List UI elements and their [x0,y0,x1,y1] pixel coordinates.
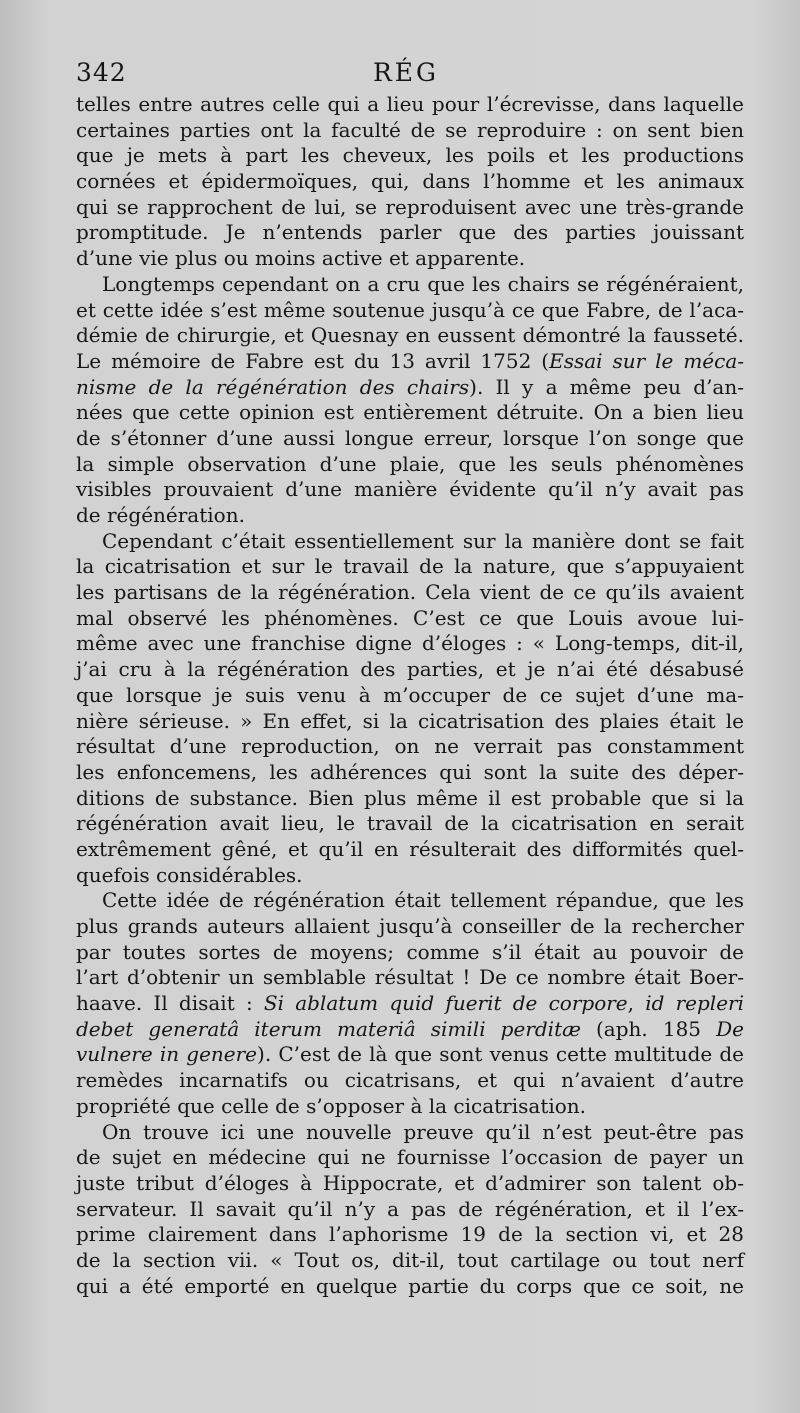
roman-text: ). Il y a même peu d’an- [469,374,744,399]
text-line [76,220,744,246]
italic-text: Essai sur le méca- [549,348,745,373]
text-line [76,863,744,889]
text-line [76,734,744,760]
italic-text: Si ablatum quid fuerit de corpore [263,991,628,1016]
roman-text: que lorsque je suis venu à m’occuper de ce sujet d’une ma- [76,682,744,707]
roman-text: mal observé les phénomènes. C’est ce que Louis avoue lui- [76,605,744,630]
roman-text: plus grands auteurs allaient jusqu’à conseiller de la rechercher [76,914,744,938]
text-line [76,143,744,169]
roman-text: telles entre autres celle qui a lieu pour l’écrevisse, dans laquelle [76,92,744,116]
text-line [76,503,744,529]
roman-text: On trouve ici une nouvelle preuve qu’il n’est peut-être pas [102,1119,744,1144]
roman-text: d’une vie plus ou moins active et apparente. [76,246,526,271]
roman-text: Le mémoire de Fabre est du 13 avril 1752 ( [76,348,550,373]
text-line [76,1120,744,1146]
text-line [76,837,744,863]
text-line [76,580,744,606]
page-header [76,58,736,92]
roman-text: propriété que celle de s’opposer à la cicatrisation. [76,1093,587,1118]
text-line [76,400,744,426]
text-line [76,991,744,1017]
text-line [76,940,744,966]
roman-text: visibles prouvaient d’une manière évidente qu’il n’y avait pas [76,477,744,502]
text-line [76,683,744,709]
text-line [76,426,744,452]
roman-text: j’ai cru à la régénération des parties, et je n’ai été désabusé [76,657,744,682]
roman-text: servateur. Il savait qu’il n’y a pas de régénération, et il l’ex- [76,1196,744,1221]
roman-text: la cicatrisation et sur le travail de la nature, que s’appuyaient [76,554,744,579]
text-line [76,298,744,324]
roman-text: promptitude. Je n’entends parler que des parties jouissant [76,220,744,245]
italic-text: vulnere in genere [76,1042,258,1067]
text-line [76,1094,744,1120]
italic-text: debet generatâ iterum materiâ simili perditæ [76,1016,581,1041]
roman-text: les partisans de la régénération. Cela vient de ce qu’ils avaient [76,580,744,605]
text-line [76,657,744,683]
roman-text: prime clairement dans l’aphorisme 19 de la section vi, et 28 [76,1222,744,1247]
text-line [76,118,744,144]
text-line [76,760,744,786]
roman-text: qui a été emporté en quelque partie du corps que ce soit, ne [76,1273,744,1298]
text-line [76,965,744,991]
roman-text: haave. Il disait : [76,991,264,1016]
roman-text: même avec une franchise digne d’éloges : « Long-temps, dit-il, [76,631,744,656]
roman-text: ). C’est de là que sont venus cette multitude de [257,1042,745,1067]
roman-text: de sujet en médecine qui ne fournisse l’occasion de payer un [76,1145,744,1170]
roman-text: nées que cette opinion est entièrement détruite. On a bien lieu [76,400,744,425]
text-line [76,1197,744,1223]
text-line [76,888,744,914]
text-line [76,1017,744,1043]
roman-text: extrêmement gêné, et qu’il en résulterait des difformités quel- [76,836,744,861]
text-line [76,1248,744,1274]
text-line [76,272,744,298]
roman-text: que je mets à part les cheveux, les poils et les productions [76,143,744,168]
roman-text: démie de chirurgie, et Quesnay en eussent démontré la fausseté. [76,323,744,348]
roman-text: cornées et épidermoïques, qui, dans l’homme et les animaux [76,169,744,194]
text-line [76,631,744,657]
text-line [76,1042,744,1068]
roman-text: la simple observation d’une plaie, que les seuls phénomènes [76,451,744,476]
text-line [76,246,744,272]
text-line [76,709,744,735]
roman-text: régénération avait lieu, le travail de la cicatrisation en serait [76,811,744,836]
roman-text: remèdes incarnatifs ou cicatrisans, et qui n’avaient d’autre [76,1068,744,1093]
text-line [76,375,744,401]
roman-text: et cette idée s’est même soutenue jusqu’à ce que Fabre, de l’aca- [76,297,744,322]
italic-text: De [716,1016,744,1041]
roman-text: Cependant c’était essentiellement sur la manière dont se fait [102,528,744,553]
roman-text: les enfoncemens, les adhérences qui sont la suite des déper- [76,759,744,784]
text-line [76,1171,744,1197]
text-line [76,323,744,349]
text-line [76,349,744,375]
text-line [76,786,744,812]
text-line [76,452,744,478]
roman-text: de la section vii. « Tout os, dit-il, tout cartilage ou tout nerf [76,1247,744,1272]
italic-text: id repleri [645,991,744,1016]
text-line [76,606,744,632]
roman-text: , [627,991,646,1016]
roman-text: nière sérieuse. » En effet, si la cicatrisation des plaies était le [76,708,744,733]
text-line [76,1145,744,1171]
text-line [76,1068,744,1094]
text-line [76,1222,744,1248]
roman-text: résultat d’une reproduction, on ne verrait pas constamment [76,734,744,759]
text-line [76,914,744,940]
roman-text: Cette idée de régénération était tellement répandue, que les [102,888,744,913]
italic-text: nisme de la régénération des chairs [76,374,470,399]
roman-text: Longtemps cependant on a cru que les chairs se régénéraient, [102,271,744,296]
roman-text: quefois considérables. [76,862,303,887]
roman-text: par toutes sortes de moyens; comme s’il était au pouvoir de [76,939,744,964]
roman-text: (aph. 185 [580,1016,717,1041]
text-line [76,1274,744,1300]
roman-text: de régénération. [76,503,245,527]
text-line [76,169,744,195]
roman-text: certaines parties ont la faculté de se reproduire : on sent bien [76,117,744,142]
roman-text: ditions de substance. Bien plus même il est probable que si la [76,785,744,810]
text-line [76,195,744,221]
page-number: 342 [76,58,127,87]
roman-text: l’art d’obtenir un semblable résultat ! De ce nombre était Boer- [76,965,744,990]
text-line [76,92,744,118]
body-text [76,92,744,1299]
text-line [76,811,744,837]
roman-text: juste tribut d’éloges à Hippocrate, et d’admirer son talent ob- [76,1170,744,1195]
roman-text: qui se rapprochent de lui, se reproduisent avec une très-grande [76,194,744,219]
text-line [76,554,744,580]
text-line [76,477,744,503]
text-line [76,529,744,555]
roman-text: de s’étonner d’une aussi longue erreur, lorsque l’on songe que [76,425,744,450]
running-head: RÉG [372,58,440,87]
